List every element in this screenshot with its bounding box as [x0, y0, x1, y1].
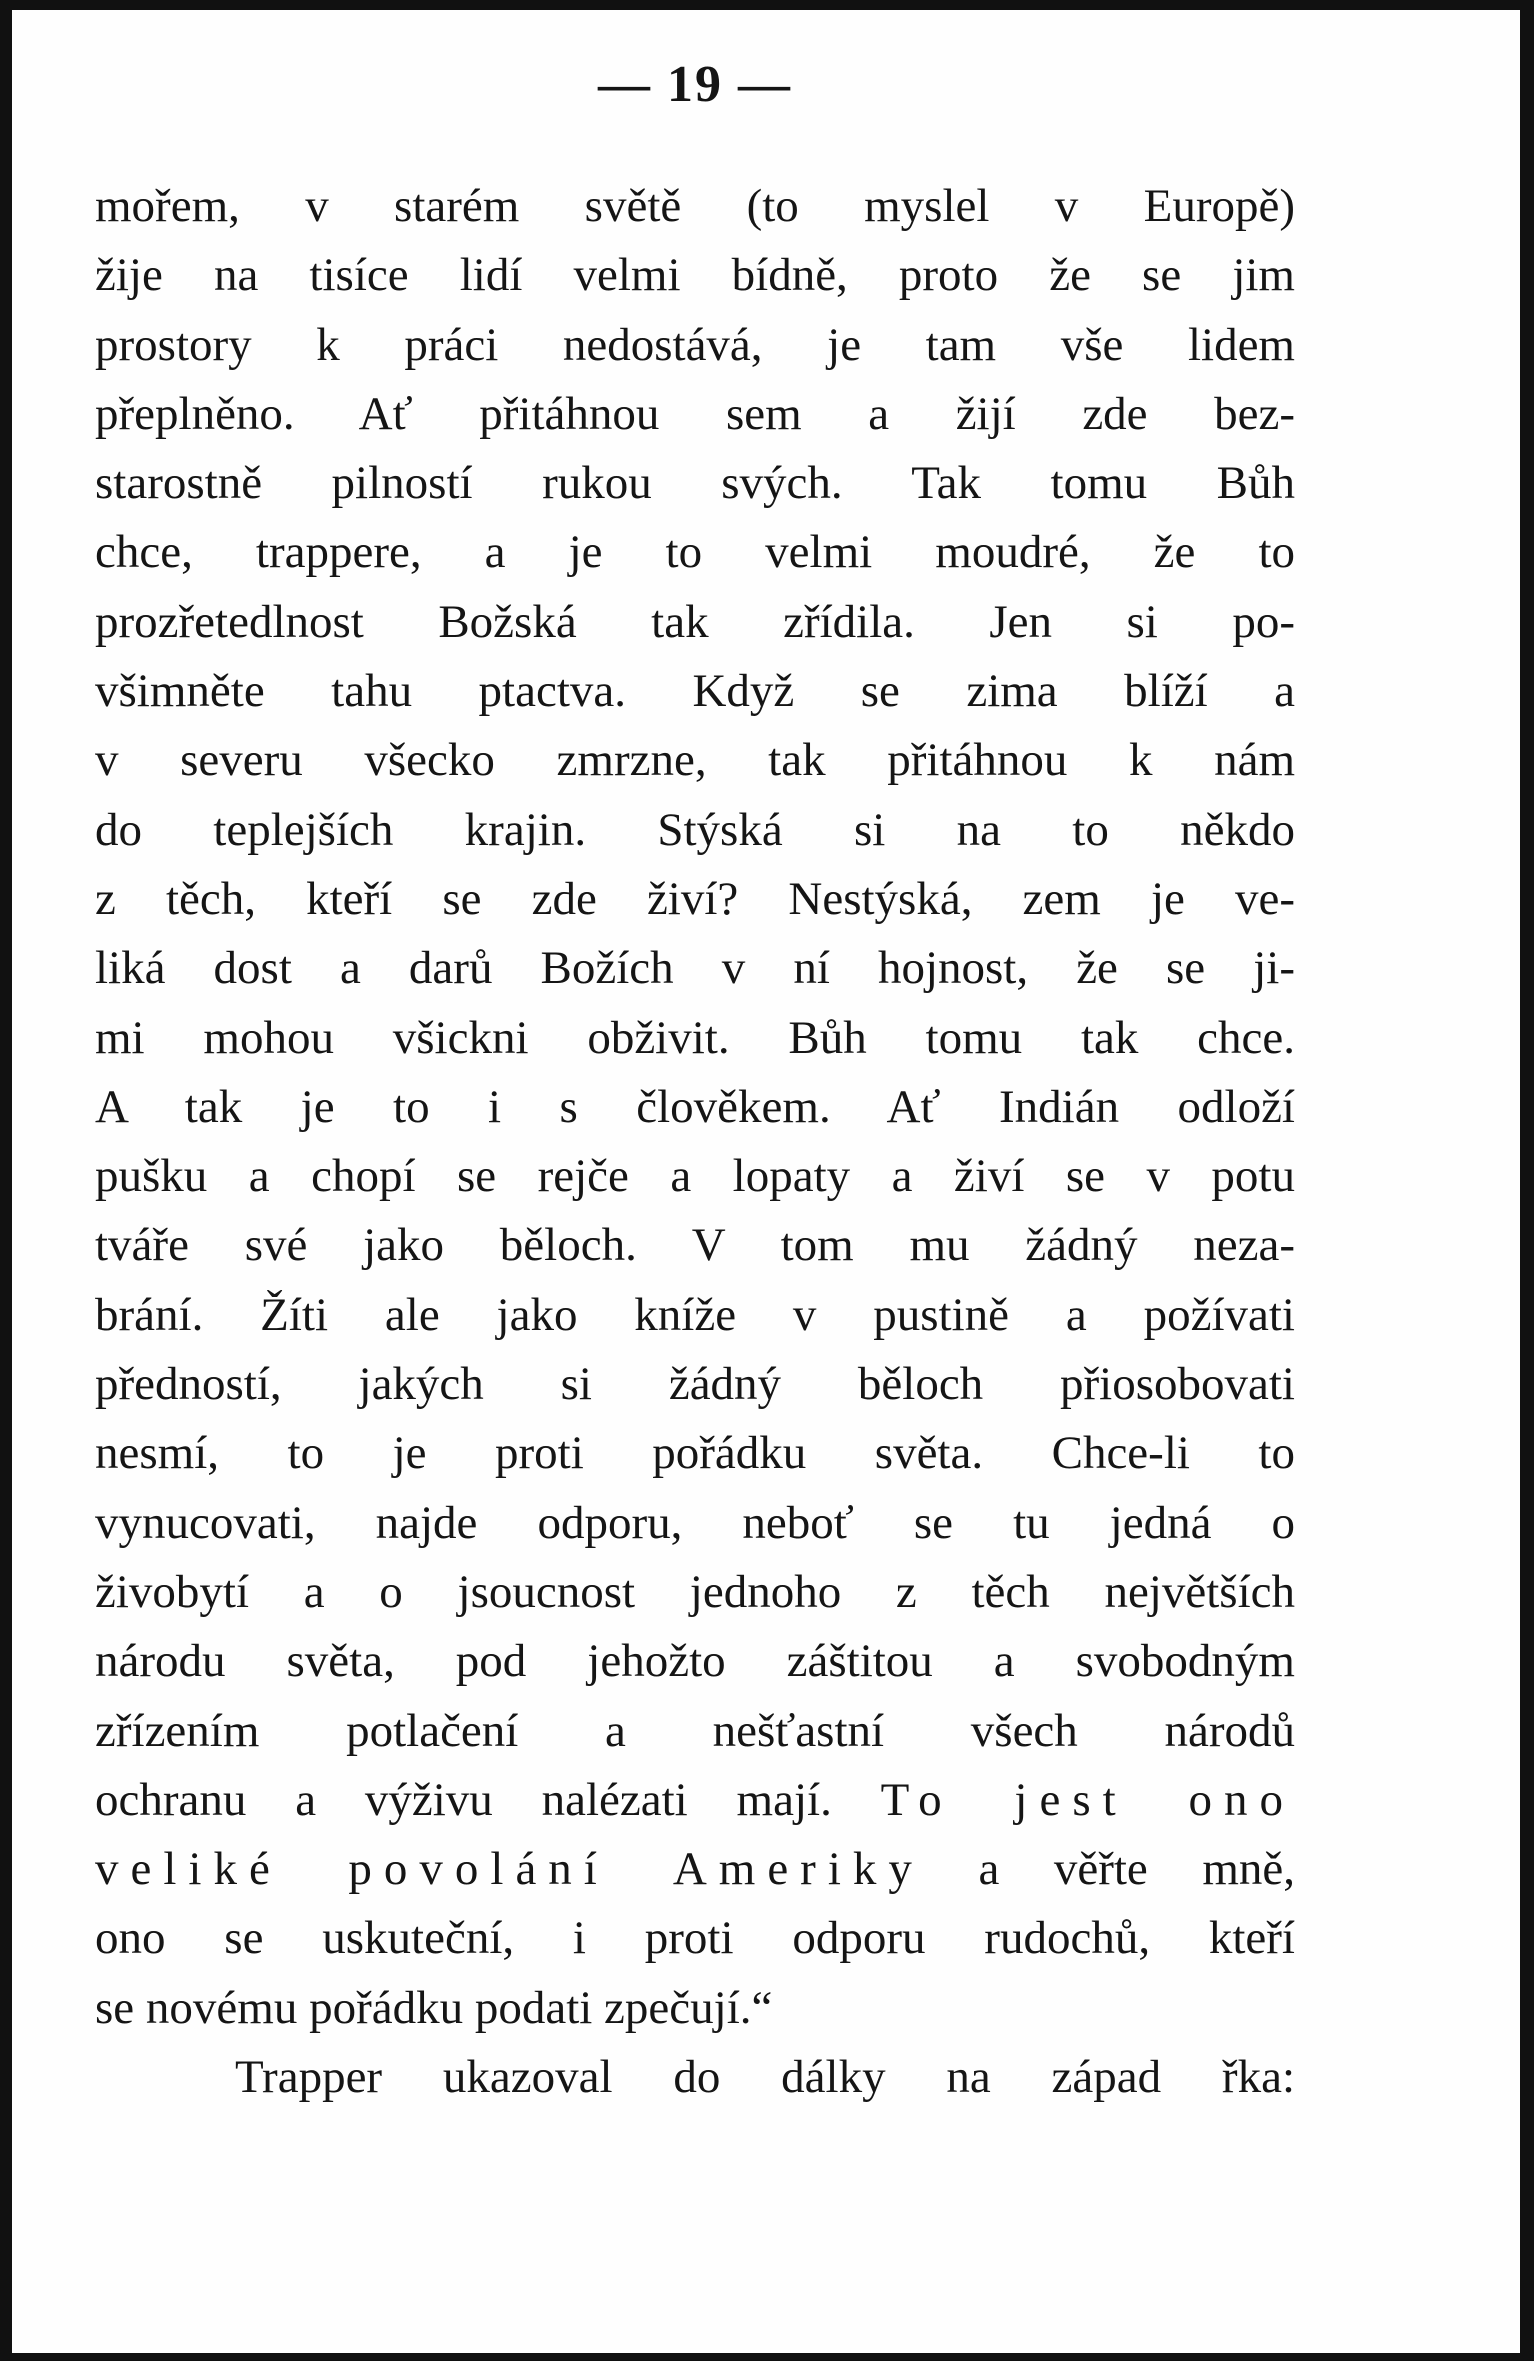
emphasized-segment: veliké povolání Ameriky	[95, 1843, 924, 1896]
emphasized-segment: To jest ono	[880, 1773, 1296, 1826]
text-line: národu světa, pod jehožto záštitou a svobodným	[95, 1635, 1295, 1688]
text-line: živobytí a o jsoucnost jednoho z těch největších	[95, 1565, 1295, 1618]
text-line: předností, jakých si žádný běloch přiosobovati	[95, 1358, 1295, 1411]
body-text	[95, 172, 1295, 2112]
text-line: brání. Žíti ale jako kníže v pustině a požívati	[95, 1288, 1295, 1341]
text-segment: ochranu a výživu nalézati mají.	[95, 1773, 832, 1826]
text-line: se novému pořádku podati zpečují.“	[95, 1981, 773, 2034]
text-line-mixed	[95, 1766, 1295, 1835]
text-line: mořem, v starém světě (to myslel v Europě)	[95, 180, 1295, 232]
text-line: prostory k práci nedostává, je tam vše lidem	[95, 318, 1295, 371]
text-line: žije na tisíce lidí velmi bídně, proto že se jim	[95, 249, 1295, 302]
text-line: do teplejších krajin. Stýská si na to někdo	[95, 803, 1295, 856]
text-line: A tak je to i s člověkem. Ať Indián odloží	[95, 1080, 1295, 1133]
text-line: chce, trappere, a je to velmi moudré, že to	[95, 526, 1295, 579]
text-line: pušku a chopí se rejče a lopaty a živí se v potu	[95, 1150, 1295, 1203]
text-line: prozřetedlnost Božská tak zřídila. Jen si po-	[95, 595, 1295, 648]
text-line: všimněte tahu ptactva. Když se zima blíží a	[95, 665, 1295, 718]
paragraph-first-line: Trapper ukazoval do dálky na západ řka:	[235, 2051, 1295, 2104]
text-line: vynucovati, najde odporu, neboť se tu jedná o	[95, 1496, 1295, 1549]
text-line: mi mohou všickni obživit. Bůh tomu tak chce.	[95, 1011, 1295, 1064]
text-line: zřízením potlačení a nešťastní všech národů	[95, 1704, 1295, 1757]
text-line: v severu všecko zmrzne, tak přitáhnou k nám	[95, 734, 1295, 787]
page-number: — 19 —	[598, 56, 792, 113]
text-line: tváře své jako běloch. V tom mu žádný neza-	[95, 1219, 1295, 1272]
text-line: z těch, kteří se zde živí? Nestýská, zem je ve-	[95, 872, 1295, 925]
text-line: přeplněno. Ať přitáhnou sem a žijí zde bez-	[95, 387, 1295, 440]
text-line: ono se uskuteční, i proti odporu rudochů, kteří	[95, 1912, 1295, 1965]
text-line: nesmí, to je proti pořádku světa. Chce-li to	[95, 1427, 1295, 1480]
text-line-mixed	[95, 1835, 1295, 1904]
text-segment: a věřte mně,	[978, 1843, 1295, 1896]
book-page	[95, 40, 1295, 2112]
text-line: liká dost a darů Božích v ní hojnost, že se ji-	[95, 942, 1295, 995]
text-line: starostně pilností rukou svých. Tak tomu Bůh	[95, 457, 1295, 510]
